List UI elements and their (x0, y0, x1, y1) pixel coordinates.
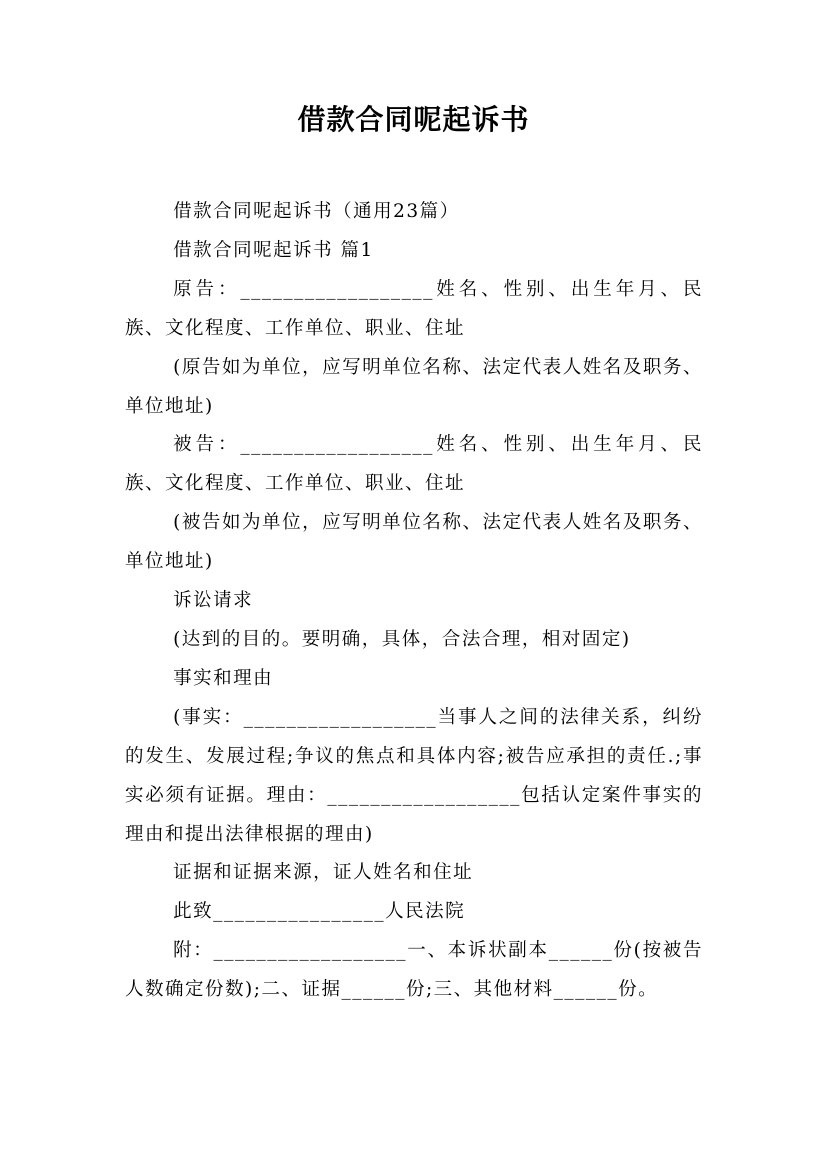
paragraph-evidence: 证据和证据来源，证人姓名和住址 (173, 862, 474, 884)
paragraph-defendant-note: (被告如为单位，应写明单位名称、法定代表人姓名及职务、单位地址) (125, 512, 703, 573)
paragraph-section-heading: 借款合同呢起诉书 篇1 (173, 239, 374, 261)
document-title: 借款合同呢起诉书 (297, 103, 530, 136)
paragraph-subtitle: 借款合同呢起诉书（通用23篇） (173, 201, 460, 222)
document-body (125, 193, 703, 1010)
paragraph-facts-heading: 事实和理由 (173, 667, 274, 689)
paragraph-plaintiff: 原告：__________________姓名、性别、出生年月、民族、文化程度、工作单位、职业、住址 (125, 278, 703, 339)
paragraph-claims-note: (达到的目的。要明确，具体，合法合理，相对固定) (173, 628, 631, 650)
paragraph-court: 此致________________人民法院 (173, 901, 466, 923)
paragraph-attachments: 附：__________________一、本诉状副本______份(按被告人数确定份数);二、证据______份;三、其他材料______份。 (125, 940, 703, 1001)
paragraph-facts-body: (事实：__________________当事人之间的法律关系，纠纷的发生、发展过程;争议的焦点和具体内容;被告应承担的责任.;事实必须有证据。理由：__________________包括认定案件事实的理由和提出法律根据的理由) (125, 706, 703, 845)
paragraph-defendant: 被告：__________________姓名、性别、出生年月、民族、文化程度、工作单位、职业、住址 (125, 434, 703, 495)
paragraph-plaintiff-note: (原告如为单位，应写明单位名称、法定代表人姓名及职务、单位地址) (125, 356, 703, 417)
paragraph-claims-heading: 诉讼请求 (173, 590, 254, 612)
